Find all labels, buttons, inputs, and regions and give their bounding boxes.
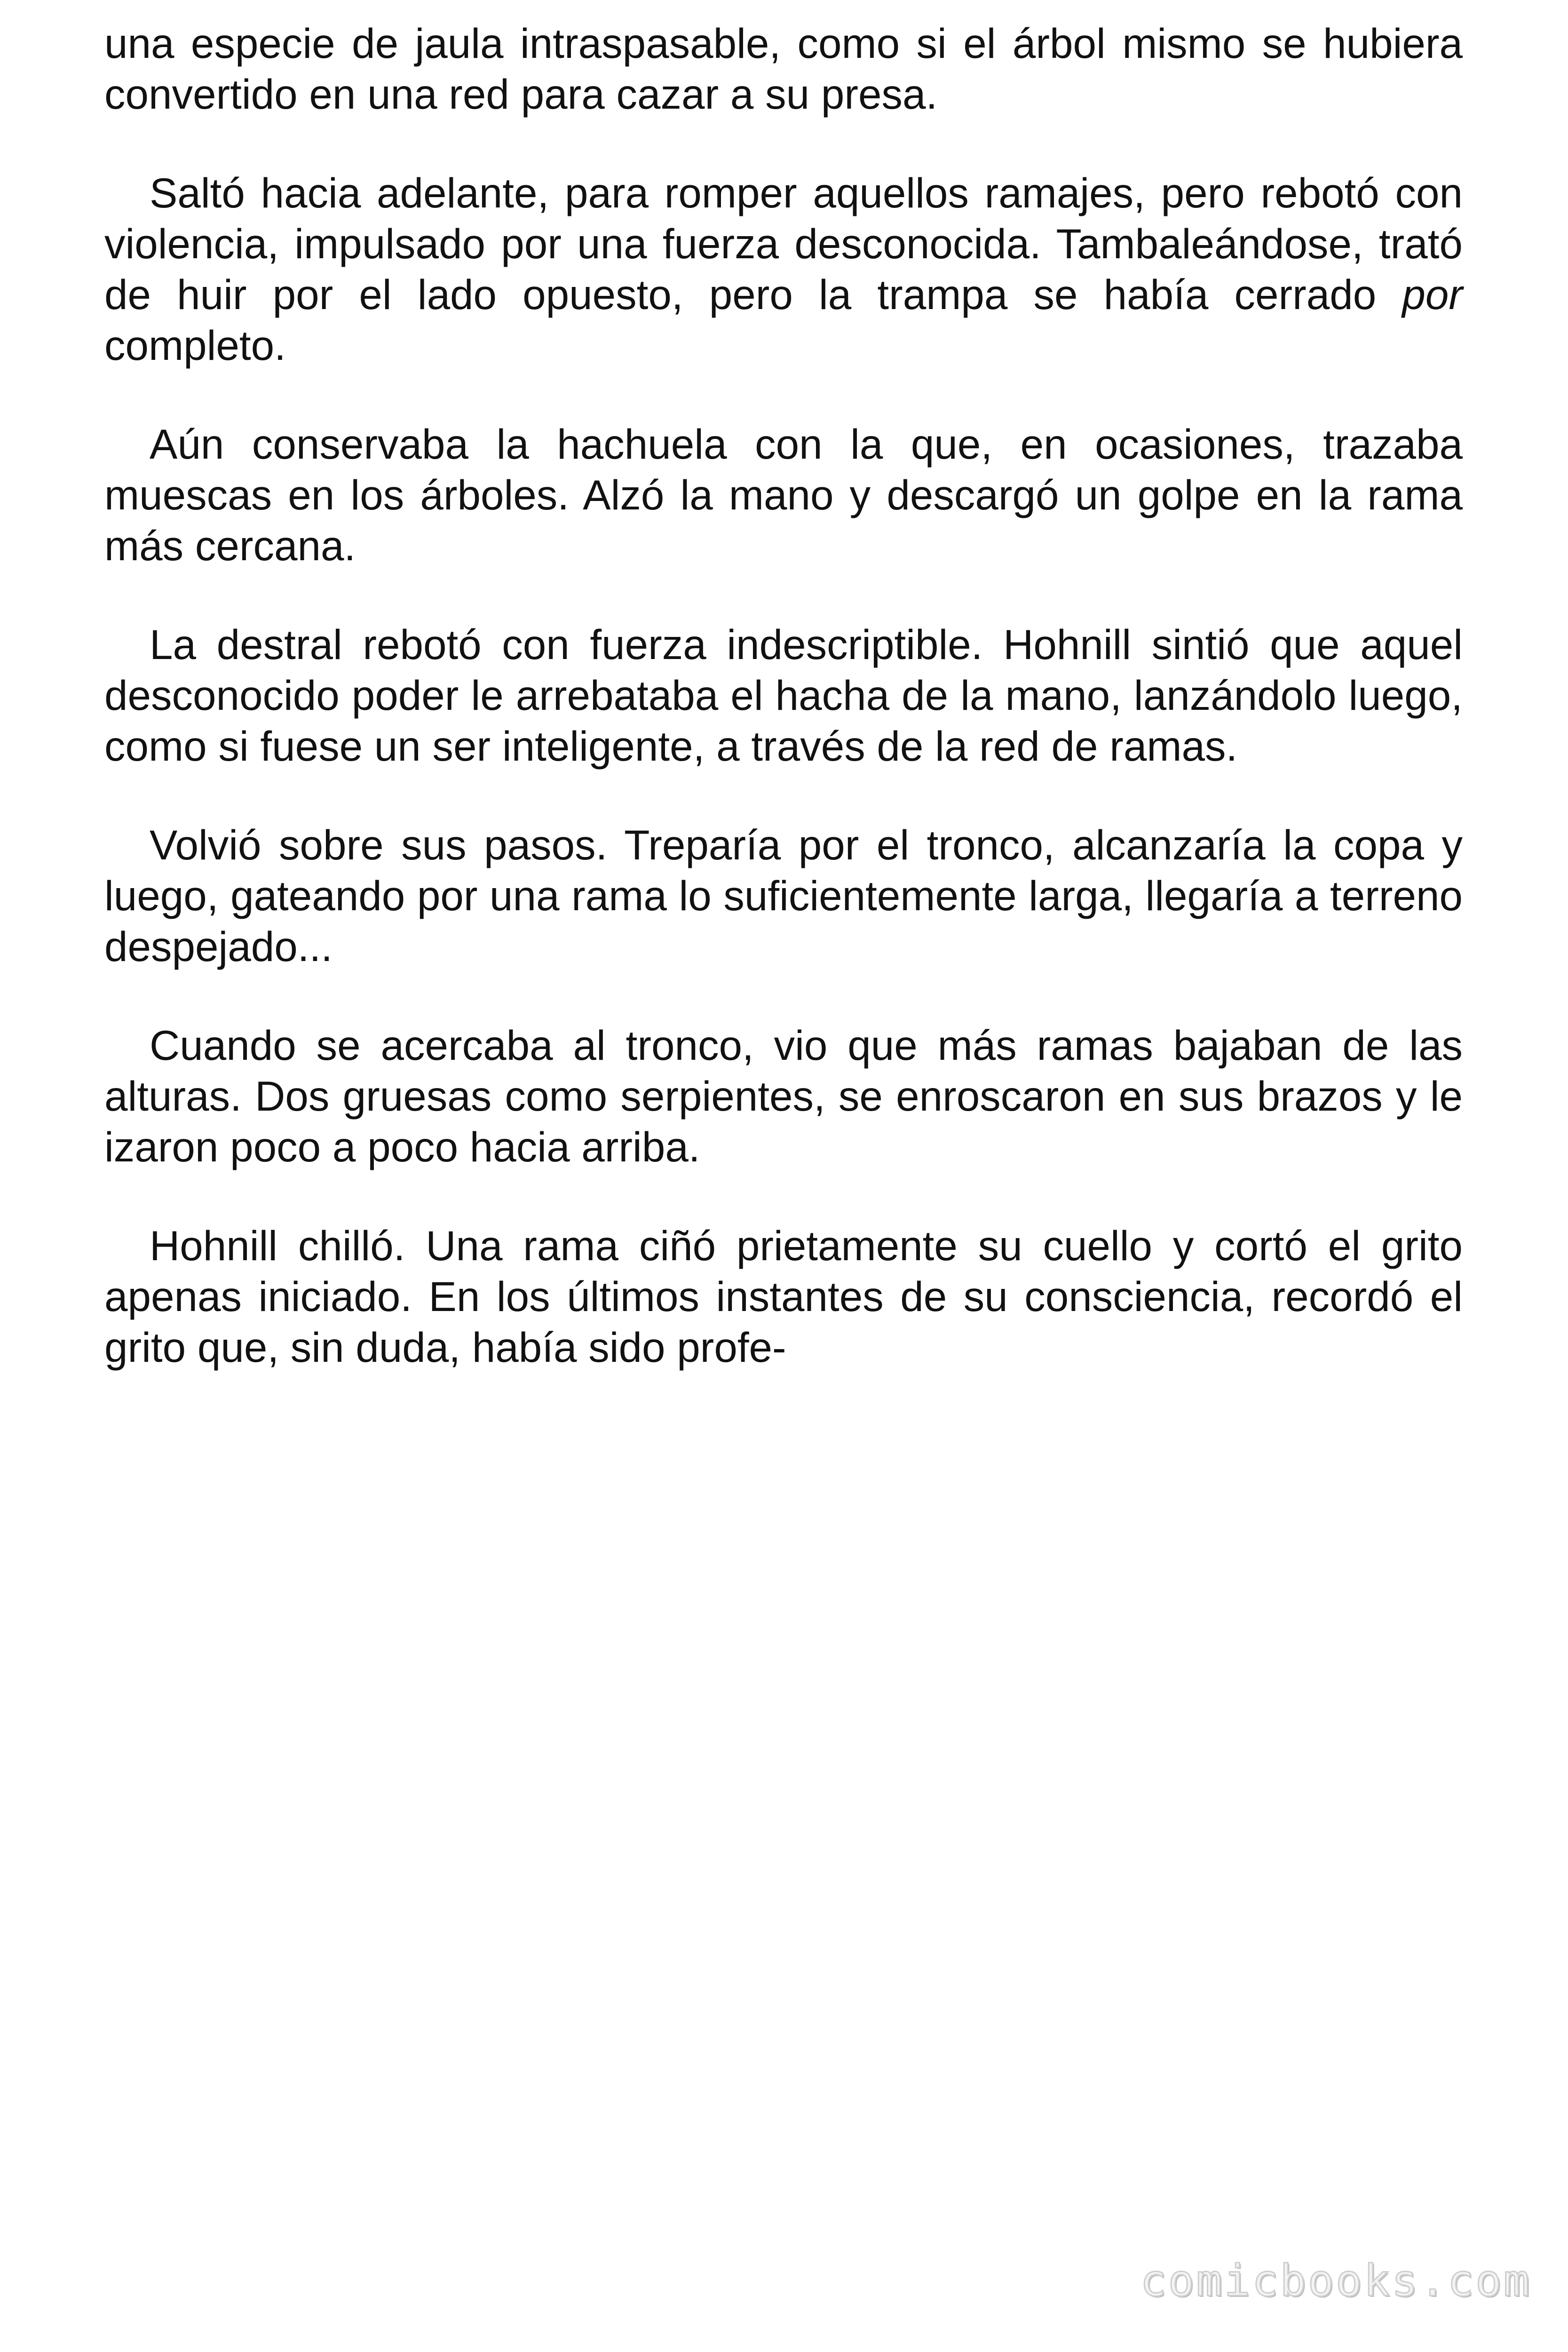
paragraph-1-text: una especie de jaula intraspasable, como si el árbol mismo se hubiera convertido en una red para cazar a su presa.: [104, 20, 1463, 118]
paragraph-2-text-after: completo.: [104, 322, 286, 369]
paragraph-2-italic-word: por: [1402, 271, 1463, 318]
paragraph-3-text: Aún conservaba la hachuela con la que, en ocasiones, trazaba muescas en los árboles. Alzó la mano y descargó un golpe en la rama más cercana.: [104, 421, 1463, 569]
paragraph-3: [104, 419, 1463, 571]
paragraph-4: [104, 619, 1463, 771]
paragraph-6: [104, 1020, 1463, 1172]
paragraph-7: [104, 1220, 1463, 1373]
paragraph-4-text: La destral rebotó con fuerza indescriptible. Hohnill sintió que aquel desconocido poder le arrebataba el hacha de la mano, lanzándolo luego, como si fuese un ser inteligente, a través de la red de ramas.: [104, 621, 1463, 770]
watermark-logo: comicbooks.com: [1140, 2256, 1531, 2306]
paragraph-5-text: Volvió sobre sus pasos. Treparía por el tronco, alcanzaría la copa y luego, gateando por una rama lo suficientemente larga, llegaría a terreno despejado...: [104, 821, 1463, 970]
paragraph-5: [104, 819, 1463, 972]
body-text: [104, 18, 1463, 1421]
paragraph-6-text: Cuando se acercaba al tronco, vio que más ramas bajaban de las alturas. Dos gruesas como serpientes, se enroscaron en sus brazos y le izaron poco a poco hacia arriba.: [104, 1022, 1463, 1170]
paragraph-2-text-before: Saltó hacia adelante, para romper aquellos ramajes, pero rebotó con violencia, impulsado por una fuerza desconocida. Tambaleándose, trató de huir por el lado opuesto, pero la trampa se había cerrado: [104, 169, 1463, 318]
paragraph-1: [104, 18, 1463, 119]
paragraph-7-text: Hohnill chilló. Una rama ciñó prietamente su cuello y cortó el grito apenas iniciado. En los últimos instantes de su consciencia, recordó el grito que, sin duda, había sido profe-: [104, 1222, 1463, 1371]
paragraph-2: [104, 167, 1463, 371]
